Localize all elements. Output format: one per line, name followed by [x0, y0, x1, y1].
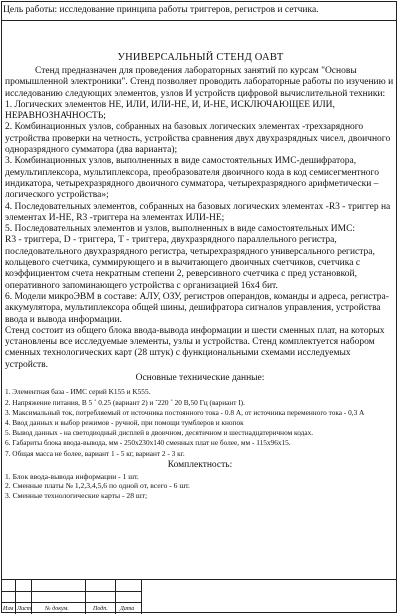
kit-item: 2. Сменные платы № 1,2,3,4,5,6 по одной от, всего - 6 шт. — [5, 481, 190, 491]
kit-heading: Комплектность: — [167, 459, 233, 470]
list-item: Стенд состоит из общего блока ввода-вывода информации и шести сменных плат, на которых установлены все исследуемые элементы, узлы и устройства. Стенд комплектуется набором сменных технологических карт (28 штук) с функциональными схемами исследуемых устройств. — [5, 325, 385, 370]
kit-list — [5, 472, 395, 500]
spec-item: 4. Ввод данных и выбор режимов - ручной, при помощи тумблеров и кнопок — [5, 417, 244, 427]
spec-item: 6. Габариты блока ввода-вывода, мм - 250x230x140 сменных плат не более, мм - 115x96x15. — [5, 438, 291, 448]
list-item: R3 - триггера, D - триггера, T - триггера, двухразрядного параллельного регистра, последовательного двухразрядного регистра, четырехразрядного универсального регистра, кольцевого счетчика, суммирующего и в вычитающего двоичных счетчиков, счетчика с коэффициентом счета некратным степени 2, реверсивного счетчика с пред установкой, оперативного запоминающего устройства с организацией 16х4 бит. — [5, 235, 375, 291]
document-title: УНИВЕРСАЛЬНЫЙ СТЕНД ОАВТ — [117, 52, 284, 63]
list-item: 3. Комбинационных узлов, выполненных в виде самостоятельных ИМС-дешифратора, демультиплексора, мультиплексора, преобразователя двоичного кода в код семисегментного индикатора, четырехразрядного двоичного сумматора, четырехразрядного арифметически – логического устройства»; — [5, 156, 379, 201]
list-item: 6. Модели микроЭВМ в составе: АЛУ, ОЗУ, регистров операндов, команды и адреса, регистра-аккумулятора, мультиплексора общей шины, дешифратора сигналов управления, устройства ввода и вывода информации. — [5, 291, 389, 325]
specs-list — [5, 387, 395, 457]
list-item: 2. Комбинационных узлов, собранных на базовых логических элементах -трехзарядного устройства проверки на четность, устройства сравнения двух двухразрядных чисел, двоичного одноразрядного сумматора (два варианта); — [5, 122, 391, 156]
kit-item: 1. Блок ввода-вывода информации - 1 шт. — [5, 472, 139, 482]
stamp-col-line — [15, 580, 16, 614]
list-item: 5. Последовательных элементов и узлов, выполненных в виде самостоятельных ИМС: — [5, 224, 356, 235]
stamp-col-line — [141, 580, 142, 614]
stamp-label-signature: Подп. — [93, 606, 108, 612]
kit-item: 3. Сменные технологические карты - 28 шт; — [5, 490, 148, 500]
stamp-col-line — [115, 580, 116, 614]
list-item: 4. Последовательных элементов, собранных на базовых логических элементах -R3 - триггер на элементах И-НЕ, R3 -триггера на элементах ИЛИ-НЕ; — [5, 201, 391, 223]
work-goal-header: Цель работы: исследование принципа работы триггеров, регистров и сетчика. — [3, 5, 319, 15]
stamp-label-date: Дата — [120, 606, 135, 612]
spec-item: 7. Общая масса не более, вариант 1 - 5 кг, вариант 2 - 3 кг. — [5, 448, 185, 458]
stamp-label-sheet: Лист — [17, 606, 32, 612]
stamp-label-change: Изм — [3, 606, 14, 612]
stamp-col-line — [31, 580, 32, 614]
stamp-row-line — [1, 591, 141, 592]
stamp-row-line — [1, 602, 141, 603]
document-body — [5, 66, 395, 500]
stamp-col-line — [85, 580, 86, 614]
spec-item: 2. Напряжение питания, В 5 ˚ 0.25 (вариант 2) и ˜220 ˚ 20 В,50 Гц (вариант I). — [5, 397, 245, 407]
list-item: 1. Логических элементов НЕ, ИЛИ, ИЛИ-НЕ, И, И-НЕ, ИСКЛЮЧАЮЩЕЕ ИЛИ, НЕРАВНОЗНАЧНОСТЬ; — [5, 99, 335, 122]
specs-heading: Основные технические данные: — [135, 373, 265, 384]
intro-paragraph: Стенд предназначен для проведения лабораторных занятий по курсам "Основы промышленной электроники". Стенд позволяет проводить лабораторные работы по изучению и исследованию следующих элементов, узлов И устройств цифровой вычислительной техники: — [5, 66, 394, 99]
spec-item: 5. Вывод данных - на светодиодный дисплей в двоичном, десятичном и шестнадцатеричном кодах. — [5, 428, 314, 438]
title-block-stamp — [1, 579, 397, 614]
spec-item: 3. Максимальный ток, потребляемый от источника постоянного тока - 0.8 А, от источника переменного тока - 0,3 А — [5, 407, 365, 417]
stamp-label-docnum: № докум. — [45, 606, 69, 612]
header-divider — [1, 20, 397, 21]
spec-item: 1. Элементная база - ИМС серий K155 и K555. — [5, 387, 151, 397]
